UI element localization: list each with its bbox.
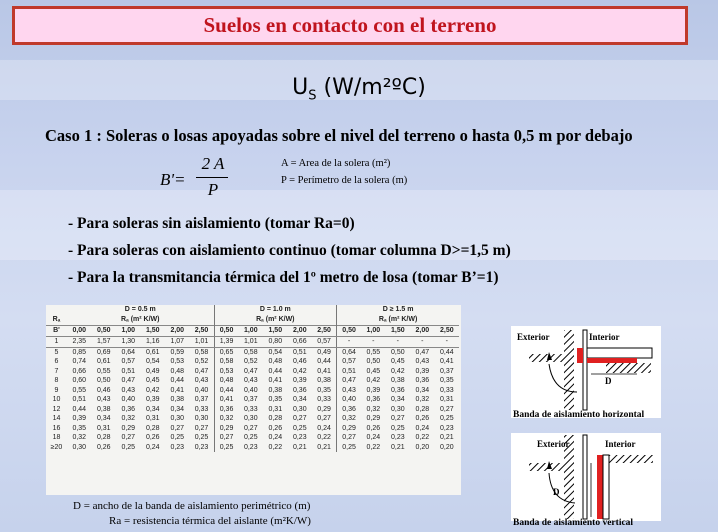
label-d: D [605, 376, 612, 386]
ra-value: 2,50 [190, 326, 215, 337]
u-value: 0,25 [170, 434, 185, 441]
u-value: 0,25 [292, 424, 307, 432]
u-value: 0,25 [391, 424, 405, 432]
u-value: 0,57 [337, 357, 362, 367]
u-value: 1,57 [92, 337, 117, 348]
vertical-insulation [597, 455, 603, 519]
u-value: 0,60 [72, 377, 87, 384]
table-row [46, 386, 459, 396]
u-value: 0,43 [337, 386, 362, 396]
ra-value: 0,00 [67, 326, 92, 337]
u-value: 0,34 [145, 405, 160, 413]
u-value: 0,47 [121, 377, 136, 384]
u-value: 0,55 [72, 386, 87, 394]
u-value: 0,58 [214, 357, 239, 367]
u-value: 0,27 [391, 415, 405, 422]
b-value: 1 [46, 337, 67, 348]
wall-face [583, 330, 587, 410]
u-value: 0,42 [391, 367, 405, 375]
u-value: 0,29 [214, 424, 239, 434]
ra-value: 1,00 [239, 326, 264, 337]
u-value: 0,30 [194, 415, 209, 422]
u-value: 0,74 [72, 358, 87, 365]
u-value: 0,39 [145, 396, 160, 403]
u-value: 0,66 [72, 367, 87, 375]
u-value: 0,22 [268, 443, 283, 451]
u-value: 0,30 [391, 405, 405, 413]
u-value: 0,49 [317, 348, 331, 356]
ground-interior [606, 363, 651, 373]
ra-value: 2,50 [312, 326, 337, 337]
table-row [46, 395, 459, 405]
u-value: 0,23 [170, 443, 185, 451]
u-value: 0,51 [121, 367, 136, 375]
u-value: 1,01 [190, 337, 215, 348]
u-value: 1,30 [116, 337, 141, 348]
u-value: 0,27 [292, 415, 307, 422]
bullet-item: - Para la transmitancia térmica del 1º metro de losa (tomar B’=1) [68, 269, 499, 286]
u-value: 0,55 [96, 367, 111, 375]
u-value: 0,61 [96, 358, 111, 365]
b-value: 12 [52, 405, 61, 413]
u-value: 0,30 [72, 443, 87, 451]
table-row [46, 443, 459, 453]
ra-unit-header: Rₐ (m² K/W) [214, 315, 337, 326]
u-value: 0,45 [145, 377, 160, 384]
us-subscript: S [308, 88, 317, 104]
ra-value: 2,00 [288, 326, 313, 337]
floor-slab [609, 455, 653, 463]
caption-vertical: Banda de aislamiento vertical [513, 518, 634, 528]
b-prime-numerator: 2 A [201, 154, 225, 173]
u-value: 0,58 [194, 348, 209, 356]
caption-horizontal: Banda de aislamiento horizontal [513, 410, 645, 420]
u-value: 0,23 [292, 434, 307, 441]
table-header-row [46, 305, 459, 315]
u-value: 0,36 [391, 386, 405, 394]
u-value: 0,43 [243, 377, 258, 384]
u-value: 0,23 [243, 443, 258, 451]
u-value: - [386, 337, 411, 348]
u-value: 0,30 [170, 415, 185, 422]
table-row [46, 347, 459, 357]
table-row [46, 337, 459, 348]
u-value: 0,21 [317, 443, 331, 451]
u-value: 0,29 [337, 424, 362, 434]
b-value: 16 [52, 424, 61, 432]
u-value: 0,44 [170, 377, 185, 384]
table-row [46, 405, 459, 415]
ra-label: Rₐ [52, 316, 61, 324]
u-value: 0,46 [292, 358, 307, 365]
u-value: 0,36 [292, 386, 307, 394]
u-value: 0,38 [317, 377, 331, 384]
table-row [46, 357, 459, 367]
ra-unit-header: Rₐ (m² K/W) [337, 315, 460, 326]
b-label: B' [46, 326, 67, 337]
u-value: 0,43 [194, 377, 209, 384]
u-value: - [361, 337, 386, 348]
u-value: 0,30 [243, 415, 258, 422]
u-value: 0,43 [415, 358, 430, 365]
u-value: 0,54 [145, 358, 160, 365]
u-value: 0,33 [243, 405, 258, 413]
u-value: 0,25 [243, 434, 258, 441]
u-value: 0,39 [415, 367, 430, 375]
b-value: 7 [54, 367, 59, 375]
u-value: 0,42 [145, 386, 160, 394]
u-value: 0,40 [337, 395, 362, 405]
u-value: 0,40 [194, 386, 209, 394]
ground-exterior [529, 354, 564, 362]
b-value: 8 [54, 377, 59, 384]
u-value: 0,38 [391, 377, 405, 384]
u-value: 0,34 [96, 415, 111, 422]
u-value: 0,34 [292, 396, 307, 403]
transmittance-table [46, 305, 459, 452]
u-value: 0,53 [214, 367, 239, 377]
ra-value: 1,50 [263, 326, 288, 337]
b-value: 6 [54, 358, 59, 365]
u-value: 0,36 [214, 405, 239, 415]
u-value: 0,32 [366, 405, 381, 413]
u-value: 0,39 [366, 386, 381, 394]
u-value: 0,25 [121, 443, 136, 451]
u-value: 0,65 [214, 347, 239, 357]
ra-value: 1,00 [116, 326, 141, 337]
u-value: 0,27 [121, 434, 136, 441]
u-value: 0,42 [292, 367, 307, 375]
formula-definitions [281, 155, 407, 189]
u-value: 0,43 [121, 386, 136, 394]
u-value: 0,47 [415, 348, 430, 356]
u-value: 0,57 [312, 337, 337, 348]
u-value: 0,47 [243, 367, 258, 375]
u-value: 0,33 [194, 405, 209, 413]
u-value: 0,28 [96, 434, 111, 441]
u-value: 0,50 [96, 377, 111, 384]
bullet-list [68, 215, 511, 296]
u-value: 0,24 [415, 424, 430, 432]
ra-value: 1,00 [361, 326, 386, 337]
u-value: 1,16 [141, 337, 166, 348]
u-value: 0,48 [268, 358, 283, 365]
b-value: 18 [52, 434, 61, 441]
u-value: 0,54 [268, 348, 283, 356]
horizontal-insulation [587, 358, 637, 363]
ground-exterior [529, 463, 564, 471]
u-value: 0,31 [96, 424, 111, 432]
u-value: 0,28 [268, 415, 283, 422]
u-value: 0,22 [366, 443, 381, 451]
u-value: 0,29 [366, 415, 381, 422]
u-value: 0,36 [337, 405, 362, 415]
u-value: 0,23 [391, 434, 405, 441]
label-interior: Interior [589, 332, 620, 342]
u-value: 0,29 [317, 405, 331, 413]
u-value: 0,46 [96, 386, 111, 394]
group-header: D = 0.5 m [124, 306, 156, 314]
u-value: 0,26 [415, 415, 430, 422]
u-value: 0,24 [366, 434, 381, 441]
b-value: 9 [54, 386, 59, 394]
u-value: 1,39 [214, 337, 239, 348]
u-value: 0,38 [170, 396, 185, 403]
u-value: 0,53 [170, 358, 185, 365]
u-value: 2,35 [67, 337, 92, 348]
foundation-wall [564, 330, 574, 410]
slide-title [12, 6, 688, 45]
u-value: 0,34 [391, 396, 405, 403]
u-value: 0,22 [415, 434, 430, 441]
u-value: 0,25 [337, 443, 362, 453]
us-units: (W/m²ºC) [323, 75, 426, 100]
u-value: 0,44 [317, 358, 331, 365]
u-value: 0,49 [145, 367, 160, 375]
diagram-vertical [511, 433, 661, 521]
us-symbol: U [292, 75, 309, 100]
u-value: 0,44 [214, 386, 239, 396]
u-value: 0,21 [391, 443, 405, 451]
label-interior: Interior [605, 439, 636, 449]
table-header-row [46, 315, 459, 326]
floor-slab [587, 348, 652, 358]
b-value: 14 [52, 415, 61, 422]
u-value: 0,35 [317, 386, 331, 394]
u-value: 0,52 [243, 358, 258, 365]
u-value: 0,28 [415, 405, 430, 413]
u-value: 0,41 [317, 367, 331, 375]
u-value: 0,37 [440, 367, 454, 375]
ra-unit-header: Rₐ (m² K/W) [121, 316, 160, 324]
u-value: 0,48 [170, 367, 185, 375]
u-value: 0,27 [337, 433, 362, 443]
u-value: - [337, 337, 362, 348]
ra-value: 2,00 [165, 326, 190, 337]
u-value: 0,41 [214, 395, 239, 405]
u-value: 0,24 [145, 443, 160, 451]
u-value: 0,44 [268, 367, 283, 375]
u-value: 0,51 [337, 367, 362, 377]
u-value: 0,40 [121, 396, 136, 403]
b-value: 5 [54, 348, 59, 356]
u-value: 0,27 [440, 405, 454, 413]
table-row [46, 433, 459, 443]
u-value: 0,24 [317, 424, 331, 432]
u-value: 0,41 [440, 358, 454, 365]
b-value: 10 [52, 396, 61, 403]
u-value: 0,38 [96, 405, 111, 413]
u-value: 0,40 [243, 386, 258, 394]
u-value: 0,50 [391, 348, 405, 356]
u-value: 0,27 [317, 415, 331, 422]
u-value: 1,07 [165, 337, 190, 348]
u-value: 0,55 [366, 348, 381, 356]
wall-face [583, 435, 587, 519]
definition-area: A = Area de la solera (m²) [281, 158, 391, 169]
u-value: 0,27 [243, 424, 258, 432]
u-value: 0,69 [96, 348, 111, 356]
u-value: 0,38 [268, 386, 283, 394]
diagram-vertical-drawing [511, 433, 661, 521]
u-value: 0,39 [292, 377, 307, 384]
ra-value: 0,50 [214, 326, 239, 337]
u-value: 0,37 [243, 396, 258, 403]
group-header: D = 1.0 m [214, 305, 337, 315]
u-value: 0,52 [194, 358, 209, 365]
u-value: 0,61 [145, 348, 160, 356]
bullet-item: - Para soleras sin aislamiento (tomar Ra=0) [68, 215, 355, 232]
u-value: 0,36 [121, 405, 136, 413]
ra-value: 0,50 [92, 326, 117, 337]
u-value: 0,20 [440, 443, 454, 451]
u-value: 0,33 [317, 396, 331, 403]
us-formula [0, 75, 718, 103]
ra-value: 2,50 [435, 326, 460, 337]
b-prime-lhs: B'= [160, 170, 186, 189]
u-value: 0,47 [194, 367, 209, 375]
u-value: 0,32 [121, 415, 136, 422]
u-value: 0,20 [415, 443, 430, 451]
u-value: 0,36 [415, 377, 430, 384]
ra-value: 1,50 [141, 326, 166, 337]
u-value: 0,23 [440, 424, 454, 432]
u-value: 0,64 [121, 348, 136, 356]
u-value: 0,41 [268, 377, 283, 384]
u-value: 0,33 [440, 386, 454, 394]
u-value: 0,59 [170, 348, 185, 356]
u-value: 0,32 [337, 414, 362, 424]
u-value: - [410, 337, 435, 348]
u-value: 0,58 [243, 348, 258, 356]
u-value: 0,23 [194, 443, 209, 451]
u-value: 0,80 [263, 337, 288, 348]
u-value: 1,01 [239, 337, 264, 348]
u-value: 0,31 [440, 396, 454, 403]
u-value: 0,35 [72, 424, 87, 432]
u-value: 0,51 [72, 396, 87, 403]
table-row [46, 367, 459, 377]
b-prime-denominator: P [207, 180, 219, 199]
slide-title-text: Suelos en contacto con el terreno [203, 13, 497, 37]
u-value: 0,29 [121, 424, 136, 432]
u-value: 0,51 [292, 348, 307, 356]
u-value: 0,26 [366, 424, 381, 432]
u-value: 0,27 [214, 433, 239, 443]
u-value: 0,34 [415, 386, 430, 394]
u-value: 0,45 [391, 358, 405, 365]
edge-insulation [577, 348, 583, 363]
u-value: 0,85 [72, 348, 87, 356]
b-value: ≥20 [50, 443, 63, 451]
u-value: 0,48 [214, 376, 239, 386]
u-value: 0,25 [194, 434, 209, 441]
u-value: 0,21 [292, 443, 307, 451]
u-value: 0,45 [366, 367, 381, 375]
u-value: 0,66 [288, 337, 313, 348]
u-value: 0,31 [268, 405, 283, 413]
u-value: 0,32 [72, 434, 87, 441]
u-value: 0,36 [366, 396, 381, 403]
u-value: 0,43 [96, 396, 111, 403]
u-value: 0,26 [268, 424, 283, 432]
group-header: D ≥ 1.5 m [337, 305, 460, 315]
ra-value: 2,00 [410, 326, 435, 337]
u-value: 0,30 [292, 405, 307, 413]
label-exterior: Exterior [517, 332, 550, 342]
u-value: 0,32 [214, 414, 239, 424]
u-value: 0,50 [366, 358, 381, 365]
u-value: 0,27 [194, 424, 209, 432]
u-value: 0,25 [214, 443, 239, 453]
u-value: 0,34 [170, 405, 185, 413]
u-value: 0,21 [440, 434, 454, 441]
u-value: 0,41 [170, 386, 185, 394]
table-row [46, 424, 459, 434]
diagram-horizontal [511, 326, 661, 418]
transmittance-table-image [46, 305, 461, 495]
table-row [46, 376, 459, 386]
u-value: 0,39 [72, 415, 87, 422]
u-value: 0,22 [317, 434, 331, 441]
u-value: 0,24 [268, 434, 283, 441]
u-value: 0,31 [145, 415, 160, 422]
label-exterior: Exterior [537, 439, 570, 449]
u-value: 0,32 [415, 396, 430, 403]
bullet-item: - Para soleras con aislamiento continuo (tomar columna D>=1,5 m) [68, 242, 511, 259]
u-value: 0,44 [72, 405, 87, 413]
u-value: 0,25 [440, 415, 454, 422]
u-value: 0,57 [121, 358, 136, 365]
u-value: 0,47 [337, 376, 362, 386]
u-value: 0,26 [145, 434, 160, 441]
u-value: 0,37 [194, 396, 209, 403]
table-notes [73, 499, 311, 529]
u-value: - [435, 337, 460, 348]
fraction-bar [196, 177, 228, 178]
table-row [46, 414, 459, 424]
u-value: 0,44 [440, 348, 454, 356]
u-value: 0,42 [366, 377, 381, 384]
caso-heading: Caso 1 : Soleras o losas apoyadas sobre el nivel del terreno o hasta 0,5 m por debajo [45, 126, 633, 145]
table-header-row [46, 326, 459, 337]
u-value: 0,26 [96, 443, 111, 451]
note-ra: Ra = resistencia térmica del aislante (m²K/W) [109, 515, 311, 527]
u-value: 0,27 [170, 424, 185, 432]
u-value: 0,35 [440, 377, 454, 384]
ra-value: 0,50 [337, 326, 362, 337]
definition-perimeter: P = Perímetro de la solera (m) [281, 175, 408, 186]
inner-wall [603, 455, 609, 519]
u-value: 0,35 [268, 396, 283, 403]
u-value: 0,28 [145, 424, 160, 432]
ra-value: 1,50 [386, 326, 411, 337]
u-value: 0,64 [337, 347, 362, 357]
note-d: D = ancho de la banda de aislamiento perimétrico (m) [73, 500, 311, 512]
label-d: D [553, 487, 560, 497]
header-cell [46, 305, 67, 315]
